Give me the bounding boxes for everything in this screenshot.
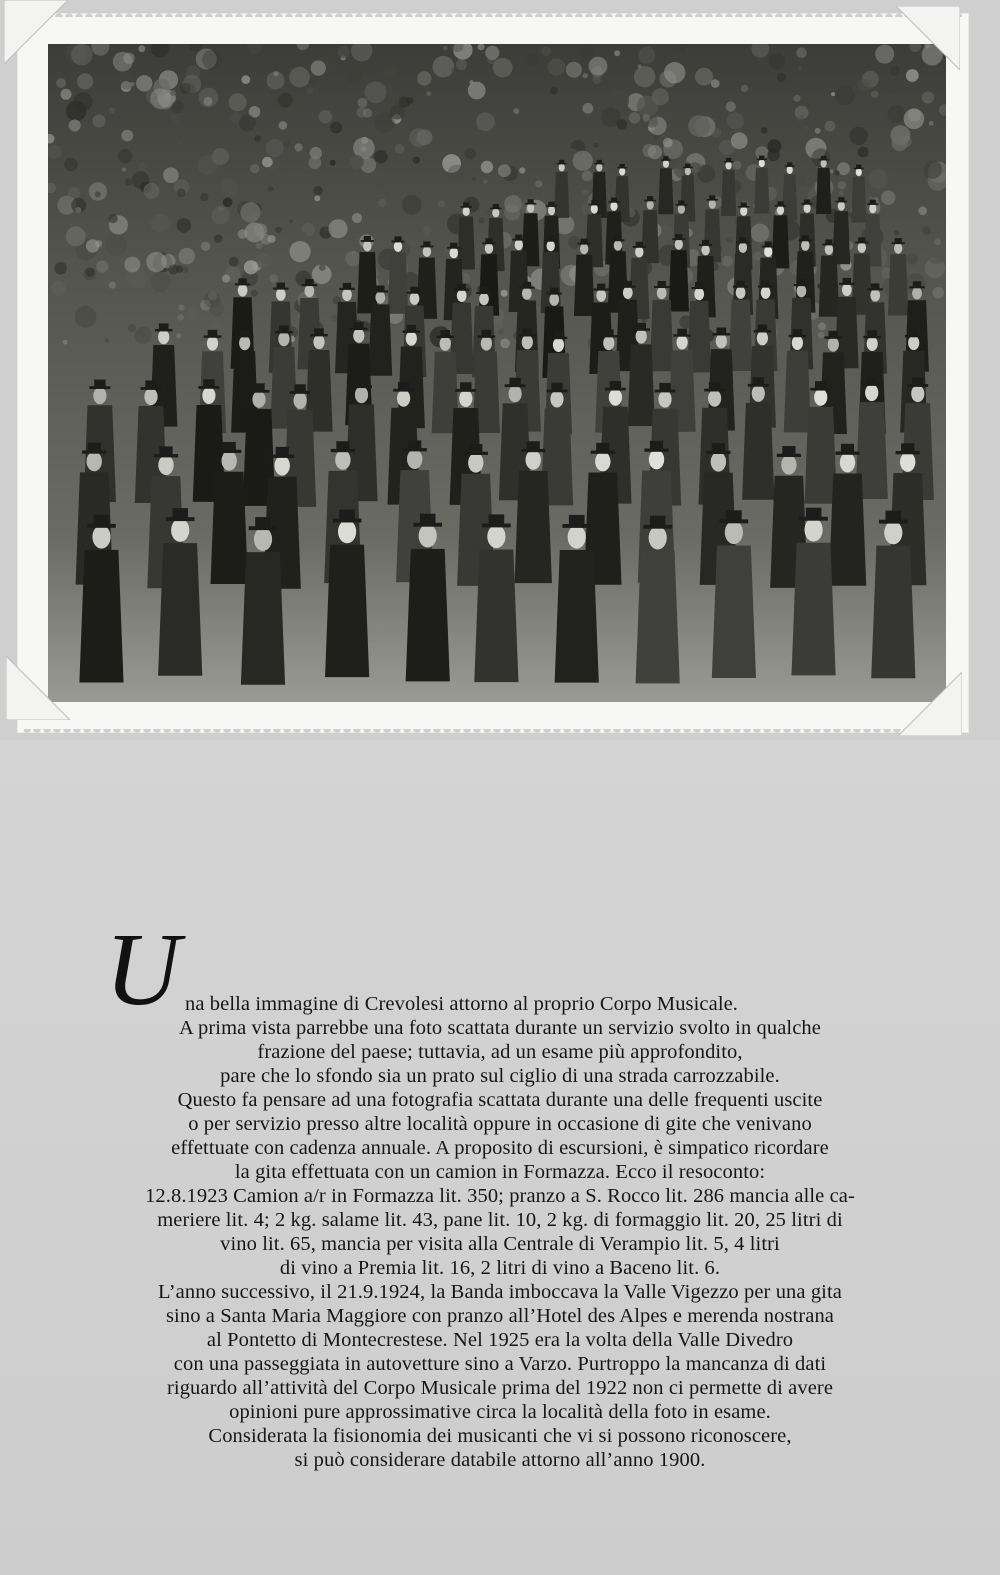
caption-line: si può considerare databile attorno all’anno 1900. bbox=[294, 1449, 706, 1471]
caption-text bbox=[30, 992, 970, 1472]
photo-mount-corner-bottom-right bbox=[898, 672, 962, 736]
caption-line: Questo fa pensare ad una fotografia scattata durante una delle frequenti uscite bbox=[177, 1089, 823, 1111]
historical-group-photo bbox=[48, 44, 946, 702]
drop-cap: U bbox=[105, 912, 181, 1027]
caption-line: vino lit. 65, mancia per visita alla Centrale di Verampio lit. 5, 4 litri bbox=[220, 1233, 780, 1255]
caption-line: opinioni pure approssimative circa la località della foto in esame. bbox=[229, 1401, 771, 1423]
caption-line: con una passeggiata in autovetture sino a Varzo. Purtroppo la mancanza di dati bbox=[173, 1353, 827, 1375]
caption-line: pare che lo sfondo sia un prato sul ciglio di una strada carrozzabile. bbox=[220, 1065, 780, 1087]
photo-mount-corner-bottom-left bbox=[6, 656, 70, 720]
caption-line: di vino a Premia lit. 16, 2 litri di vino a Baceno lit. 6. bbox=[279, 1257, 721, 1279]
group-photo-image bbox=[48, 44, 946, 702]
caption-line: na bella immagine di Crevolesi attorno al proprio Corpo Musicale. bbox=[185, 993, 739, 1015]
caption-line: la gita effettuata con un camion in Formazza. Ecco il resoconto: bbox=[234, 1161, 766, 1183]
caption-line: meriere lit. 4; 2 kg. salame lit. 43, pane lit. 10, 2 kg. di formaggio lit. 20, 25 litri di bbox=[157, 1209, 843, 1231]
photo-mount-corner-top-right bbox=[896, 6, 960, 70]
photo-mount-corner-top-left bbox=[4, 0, 68, 64]
caption-line: riguardo all’attività del Corpo Musicale prima del 1922 non ci permette di avere bbox=[166, 1377, 834, 1399]
caption-line: L’anno successivo, il 21.9.1924, la Banda imboccava la Valle Vigezzo per una gita bbox=[158, 1281, 842, 1303]
caption-line: sino a Santa Maria Maggiore con pranzo all’Hotel des Alpes e merenda nostrana bbox=[165, 1305, 835, 1327]
photo-frame bbox=[18, 14, 968, 732]
caption-line: al Pontetto di Montecrestese. Nel 1925 era la volta della Valle Divedro bbox=[206, 1329, 794, 1351]
caption-line: Considerata la fisionomia dei musicanti che vi si possono riconoscere, bbox=[208, 1425, 792, 1447]
caption-line: o per servizio presso altre località oppure in occasione di gite che venivano bbox=[188, 1113, 812, 1135]
caption-line: effettuate con cadenza annuale. A proposito di escursioni, è simpatico ricordare bbox=[171, 1137, 829, 1159]
caption-line: A prima vista parrebbe una foto scattata durante un servizio svolto in qualche bbox=[179, 1017, 821, 1039]
caption-line: 12.8.1923 Camion a/r in Formazza lit. 350; pranzo a S. Rocco lit. 286 mancia alle ca- bbox=[145, 1185, 855, 1207]
caption-line: frazione del paese; tuttavia, ad un esame più approfondito, bbox=[257, 1041, 743, 1063]
